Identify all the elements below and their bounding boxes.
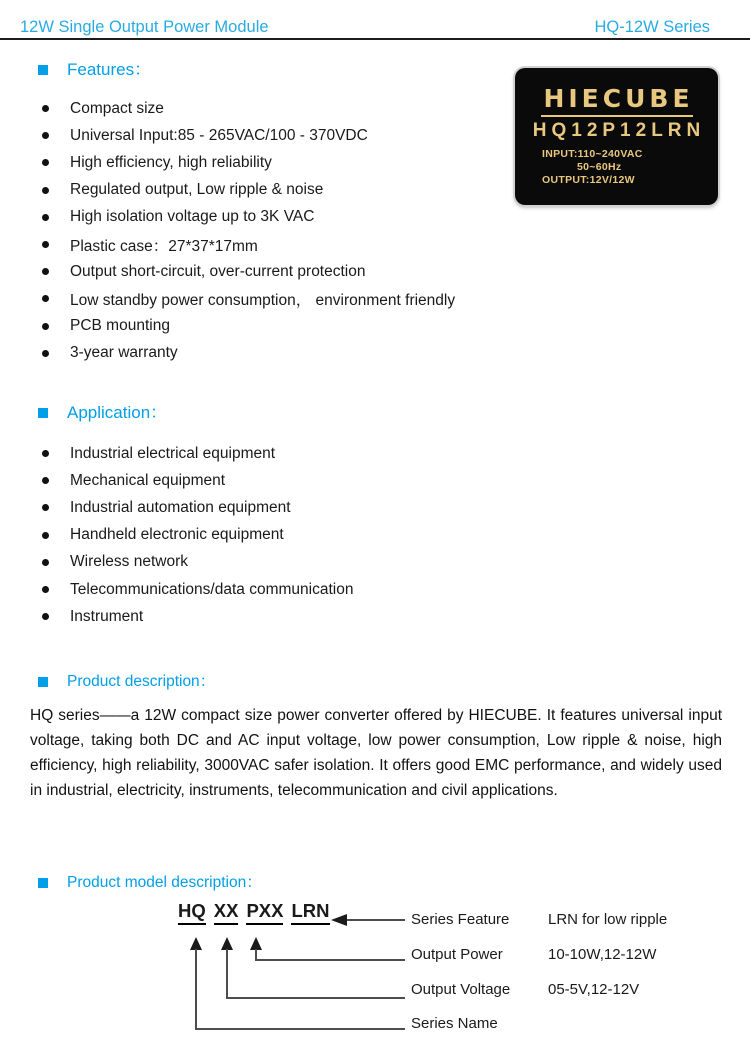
diagram-label-output-power: Output Power (411, 946, 503, 963)
header-right-title: HQ-12W Series (594, 18, 710, 36)
feature-item (42, 231, 455, 258)
feature-item-text: Low standby power consumption， environment friendly (70, 291, 456, 309)
application-item-text: Instrument (70, 607, 144, 625)
feature-item (42, 340, 455, 367)
output-voltage-connector-horizontal (226, 997, 405, 999)
application-item (42, 467, 353, 494)
feature-item (42, 258, 455, 285)
feature-item (42, 285, 455, 312)
module-frequency-spec: 50~60Hz (577, 161, 622, 174)
feature-item-text: Universal Input:85 - 265VAC/100 - 370VDC (70, 126, 368, 144)
feature-item-text: High isolation voltage up to 3K VAC (70, 208, 315, 226)
application-item (42, 603, 353, 630)
section-square-icon (38, 878, 48, 888)
series-feature-arrow-line (347, 919, 405, 921)
bullet-dot-icon (42, 105, 49, 112)
bullet-dot-icon (42, 295, 49, 302)
bullet-dot-icon (42, 241, 49, 248)
diagram-value-output-power: 10-10W,12-12W (548, 946, 657, 963)
feature-item-text: PCB mounting (70, 317, 170, 335)
diagram-label-series-name: Series Name (411, 1015, 498, 1032)
product-photo (515, 68, 718, 205)
application-item-text: Industrial automation equipment (70, 498, 291, 516)
diagram-label-output-voltage: Output Voltage (411, 981, 511, 998)
bullet-dot-icon (42, 187, 49, 194)
output-power-connector-horizontal (255, 959, 405, 961)
section-square-icon (38, 677, 48, 687)
feature-item (42, 204, 455, 231)
model-part-output-power: PXX (246, 901, 283, 925)
bullet-dot-icon (42, 586, 49, 593)
application-item (42, 522, 353, 549)
feature-item (42, 122, 455, 149)
model-description-heading (38, 873, 262, 893)
model-code-diagram (0, 895, 750, 1050)
application-list (42, 440, 353, 630)
bullet-dot-icon (42, 504, 49, 511)
feature-item-text: Regulated output, Low ripple & noise (70, 181, 324, 199)
bullet-dot-icon (42, 450, 49, 457)
feature-item (42, 177, 455, 204)
bullet-dot-icon (42, 559, 49, 566)
application-item-text: Telecommunications/data communication (70, 580, 354, 598)
section-square-icon (38, 65, 48, 75)
application-heading-text: Application： (67, 403, 168, 422)
left-arrowhead-icon (331, 914, 347, 926)
model-part-series-name: HQ (178, 901, 206, 925)
application-item (42, 494, 353, 521)
series-name-connector-vertical (195, 949, 197, 1030)
section-square-icon (38, 408, 48, 418)
module-input-spec: INPUT:110~240VAC (542, 148, 643, 160)
feature-item-text: 3-year warranty (70, 344, 178, 362)
page-header (20, 17, 710, 37)
bullet-dot-icon (42, 159, 49, 166)
header-divider (0, 38, 750, 40)
features-heading-text: Features： (67, 60, 152, 79)
application-item-text: Handheld electronic equipment (70, 526, 284, 544)
output-voltage-connector-vertical (226, 949, 228, 999)
model-part-output-voltage: XX (214, 901, 239, 925)
application-item (42, 440, 353, 467)
product-description-heading (38, 672, 215, 692)
brand-logo: HIECUBE (543, 84, 694, 113)
application-item (42, 549, 353, 576)
model-description-heading-text: Product model description： (67, 874, 262, 891)
application-item (42, 576, 353, 603)
bullet-dot-icon (42, 268, 49, 275)
bullet-dot-icon (42, 350, 49, 357)
bullet-dot-icon (42, 323, 49, 330)
bullet-dot-icon (42, 613, 49, 620)
bullet-dot-icon (42, 132, 49, 139)
feature-item (42, 149, 455, 176)
features-list (42, 95, 455, 367)
model-code (178, 901, 330, 925)
feature-item-text: Output short-circuit, over-current protection (70, 262, 366, 280)
module-model-number: HQ12P12LRN (532, 120, 706, 141)
product-description-paragraph: HQ series——a 12W compact size power converter offered by HIECUBE. It features universal input voltage, taking both DC and AC input voltage, low power consumption, Low ripple & noise, high efficiency, high reliability, 3000VAC safer isolation. It offers good EMC performance, and widely used in industrial, electricity, instruments, telecommunication and civil applications. (30, 707, 722, 799)
feature-item (42, 95, 455, 122)
brand-underline (541, 115, 693, 117)
application-item-text: Mechanical equipment (70, 471, 226, 489)
application-item-text: Industrial electrical equipment (70, 444, 276, 462)
diagram-value-series-feature: LRN for low ripple (548, 911, 668, 928)
model-part-series-feature: LRN (291, 901, 329, 925)
feature-item-text: Compact size (70, 99, 164, 117)
feature-item (42, 313, 455, 340)
feature-item-text: Plastic case：27*37*17mm (70, 237, 258, 255)
application-heading (38, 403, 167, 423)
feature-item-text: High efficiency, high reliability (70, 153, 272, 171)
module-output-spec: OUTPUT:12V/12W (542, 174, 635, 187)
diagram-value-output-voltage: 05-5V,12-12V (548, 981, 640, 998)
bullet-dot-icon (42, 214, 49, 221)
application-item-text: Wireless network (70, 553, 188, 571)
features-heading (38, 60, 151, 80)
module-specs (542, 148, 718, 188)
diagram-label-series-feature: Series Feature (411, 911, 510, 928)
product-description-heading-text: Product description： (67, 673, 216, 690)
bullet-dot-icon (42, 532, 49, 539)
bullet-dot-icon (42, 477, 49, 484)
series-name-connector-horizontal (195, 1028, 405, 1030)
header-left-title: 12W Single Output Power Module (20, 18, 269, 36)
